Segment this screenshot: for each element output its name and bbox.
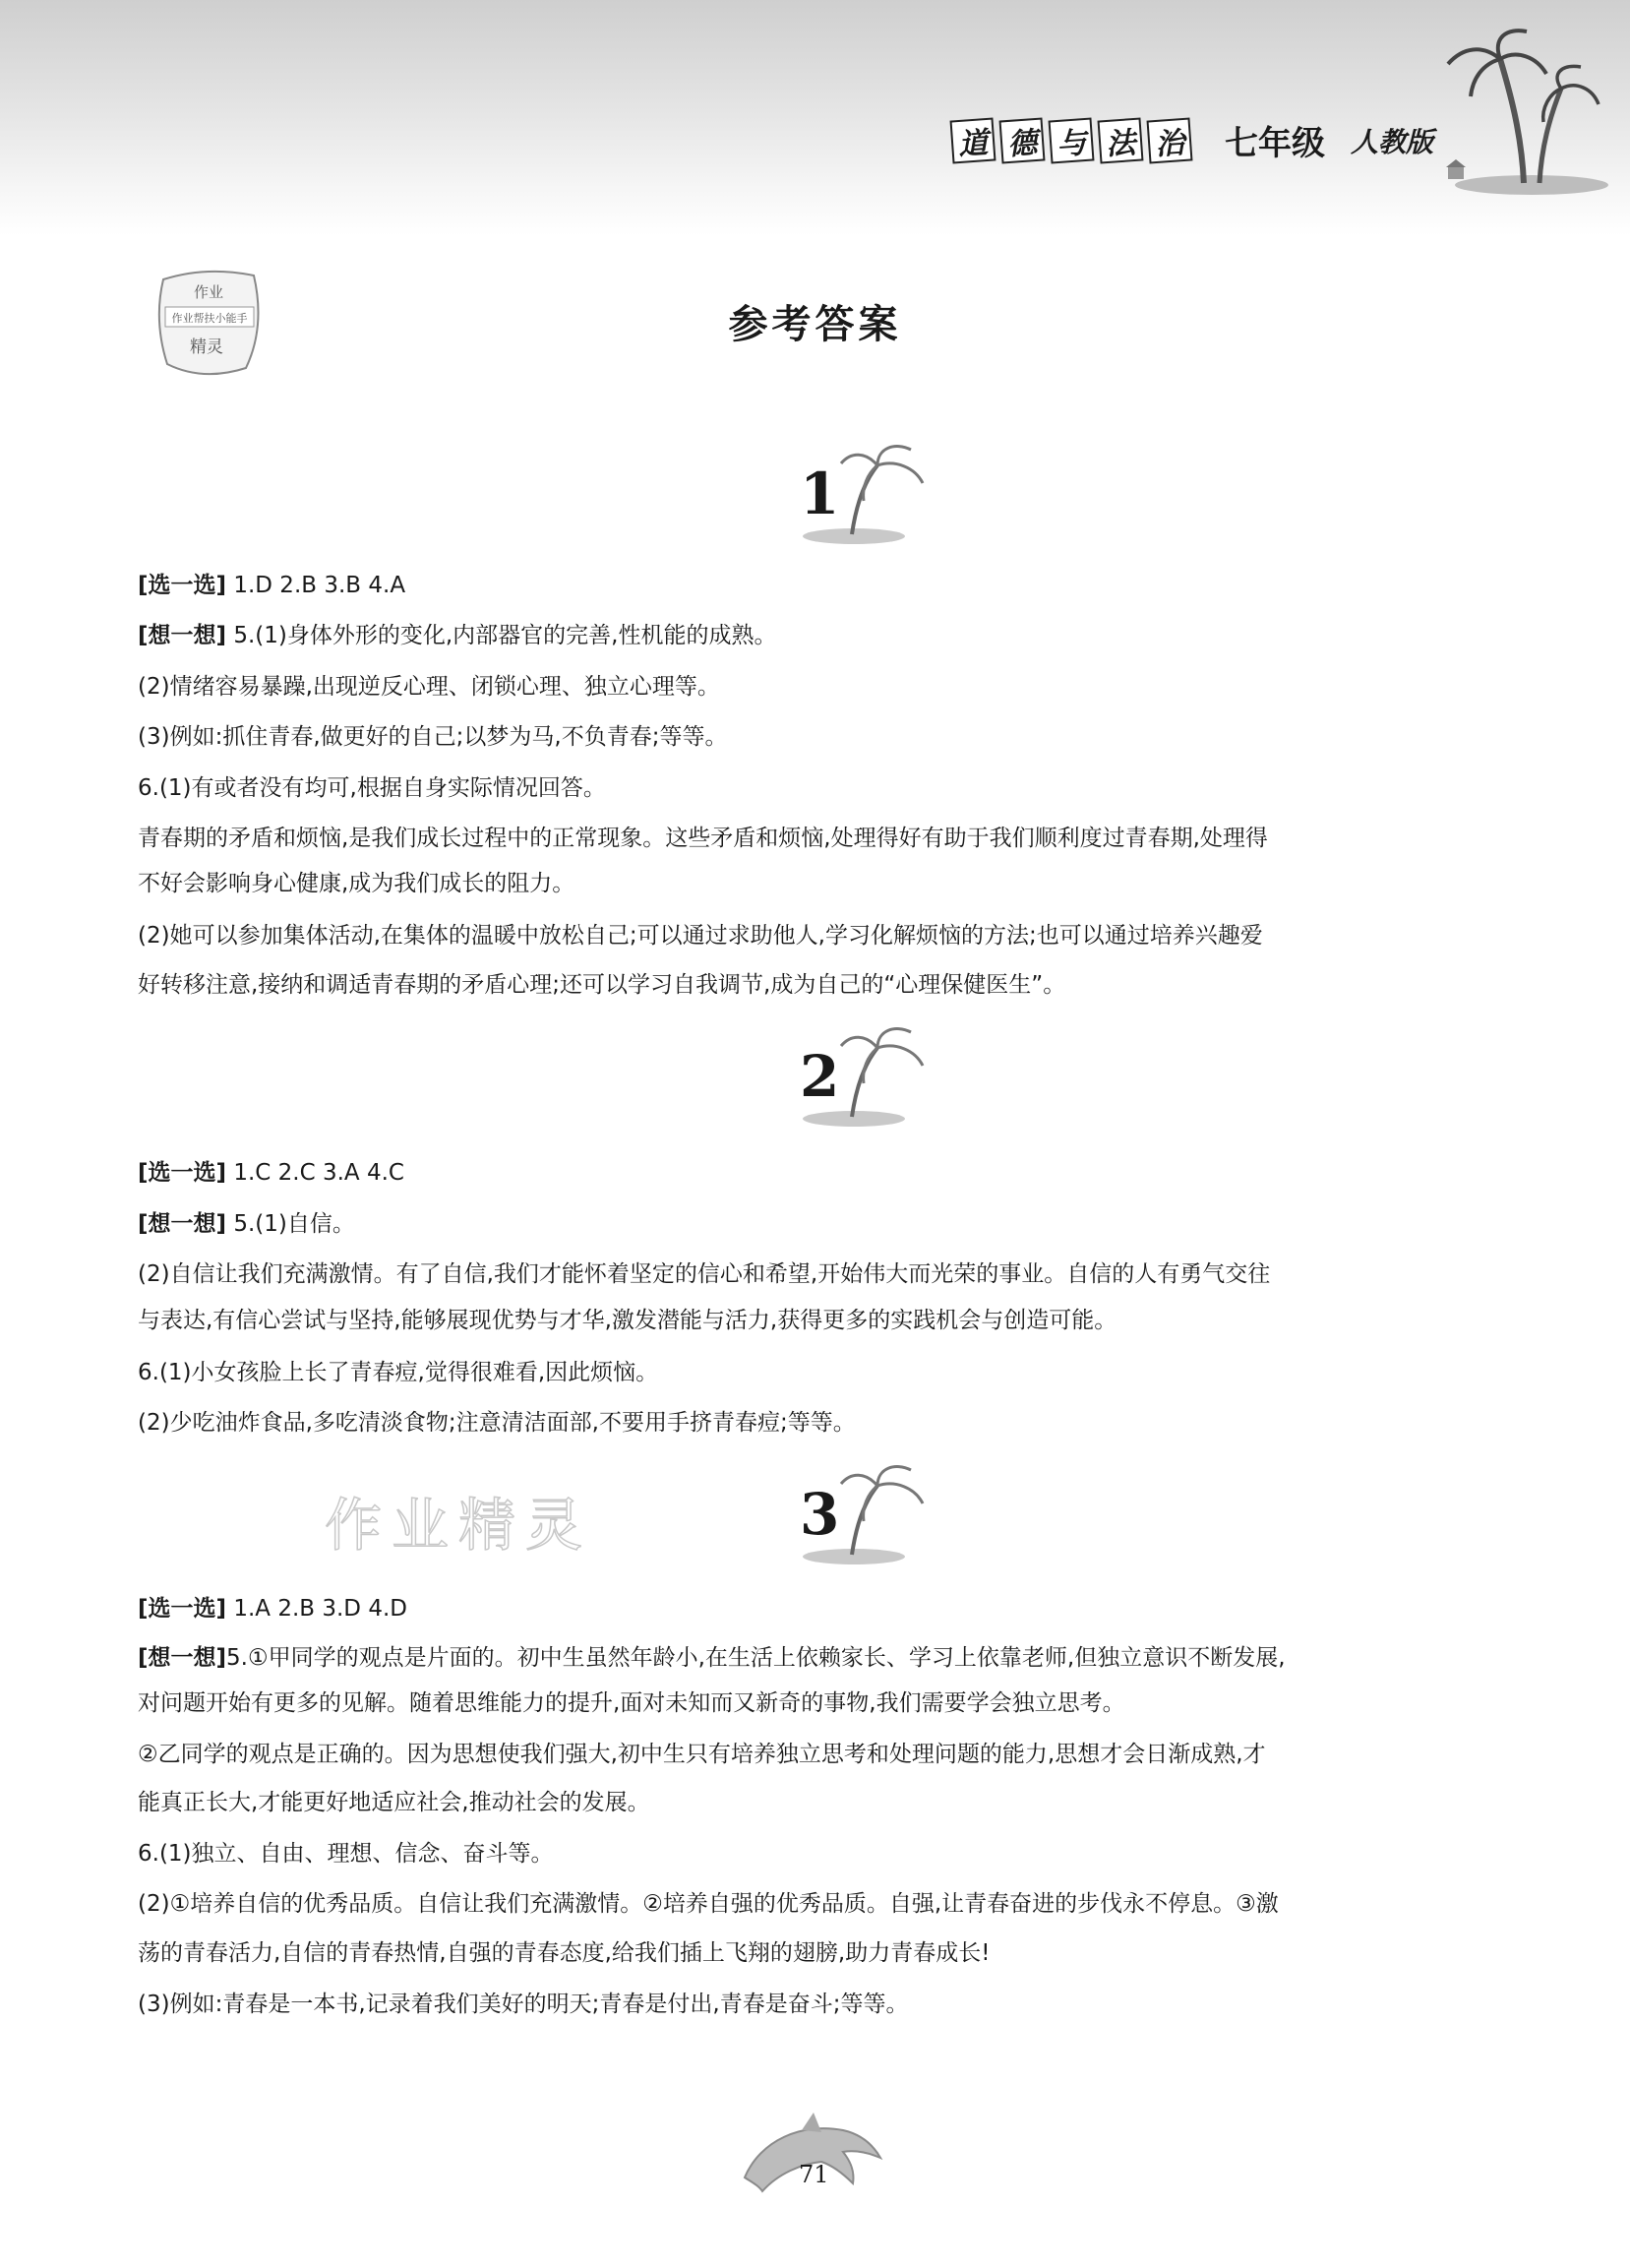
answer-line: [选一选] 1.A 2.B 3.D 4.D	[138, 1596, 407, 1622]
answer-line: (2)少吃油炸食品,多吃清淡食物;注意清洁面部,不要用手挤青春痘;等等。	[138, 1410, 856, 1436]
palm-tree-icon	[787, 1020, 935, 1129]
answer-line: [想一想] 5.(1)自信。	[138, 1211, 355, 1237]
edition-label: 人教版	[1350, 125, 1433, 158]
answer-line: [想一想]5.①甲同学的观点是片面的。初中生虽然年龄小,在生活上依赖家长、学习上依靠老师,但独立意识不断发展,	[138, 1645, 1286, 1671]
answer-line: (2)情绪容易暴躁,出现逆反心理、闭锁心理、独立心理等。	[138, 674, 720, 700]
page-number: 71	[799, 2161, 829, 2188]
answer-line: (2)她可以参加集体活动,在集体的温暖中放松自己;可以通过求助他人,学习化解烦恼的方法;也可以通过培养兴趣爱	[138, 923, 1263, 949]
grade-label: 七年级	[1224, 124, 1325, 163]
section-number: 3	[800, 1481, 840, 1548]
stamp-text-middle: 作业帮扶小能手	[171, 312, 248, 325]
answer-line: (3)例如:青春是一本书,记录着我们美好的明天;青春是付出,青春是奋斗;等等。	[138, 1992, 909, 2017]
answer-line: (2)①培养自信的优秀品质。自信让我们充满激情。②培养自强的优秀品质。自强,让青春奋进的步伐永不停息。③激	[138, 1891, 1279, 1917]
page-title: 参考答案	[728, 302, 902, 347]
answer-line: 青春期的矛盾和烦恼,是我们成长过程中的正常现象。这些矛盾和烦恼,处理得好有助于我们顺利度过青春期,处理得	[138, 826, 1268, 851]
answer-line: 6.(1)小女孩脸上长了青春痘,觉得很难看,因此烦恼。	[138, 1360, 659, 1385]
palm-tree-icon	[787, 438, 935, 546]
subject-char: 法	[1098, 117, 1144, 163]
subject-title	[951, 119, 1191, 162]
palm-tree-icon	[1414, 20, 1610, 197]
answer-line: 好转移注意,接纳和调适青春期的矛盾心理;还可以学习自我调节,成为自己的“心理保健医生”。	[138, 972, 1066, 998]
answer-line: 荡的青春活力,自信的青春热情,自强的青春态度,给我们插上飞翔的翅膀,助力青春成长!	[138, 1940, 991, 1966]
answer-line: 与表达,有信心尝试与坚持,能够展现优势与才华,激发潜能与活力,获得更多的实践机会与创造可能。	[138, 1308, 1117, 1333]
answer-line: [选一选] 1.D 2.B 3.B 4.A	[138, 573, 406, 598]
answer-line: (3)例如:抓住青春,做更好的自己;以梦为马,不负青春;等等。	[138, 724, 728, 750]
book-header	[951, 116, 1433, 164]
answer-line: (2)自信让我们充满激情。有了自信,我们才能怀着坚定的信心和希望,开始伟大而光荣的事业。自信的人有勇气交往	[138, 1261, 1271, 1287]
answer-line: [想一想] 5.(1)身体外形的变化,内部器官的完善,性机能的成熟。	[138, 623, 777, 648]
subject-char: 与	[1049, 117, 1095, 163]
watermark: 作业精灵	[325, 1492, 593, 1559]
answer-line: 对问题开始有更多的见解。随着思维能力的提升,面对未知而又新奇的事物,我们需要学会独立思考。	[138, 1690, 1125, 1716]
answer-line: 能真正长大,才能更好地适应社会,推动社会的发展。	[138, 1790, 650, 1815]
section-number: 2	[800, 1043, 840, 1110]
subject-char: 道	[950, 117, 996, 163]
subject-char: 治	[1147, 117, 1193, 163]
subject-char: 德	[999, 117, 1046, 163]
palm-tree-icon	[787, 1458, 935, 1566]
answer-line: ②乙同学的观点是正确的。因为思想使我们强大,初中生只有培养独立思考和处理问题的能力,思想才会日渐成熟,才	[138, 1742, 1266, 1767]
answer-line: 6.(1)独立、自由、理想、信念、奋斗等。	[138, 1841, 554, 1867]
stamp-text-top: 作业	[193, 283, 224, 301]
dolphin-icon	[733, 2101, 890, 2209]
section-number: 1	[800, 460, 840, 527]
answer-line: 不好会影响身心健康,成为我们成长的阻力。	[138, 871, 575, 896]
answer-line: 6.(1)有或者没有均可,根据自身实际情况回答。	[138, 775, 606, 801]
stamp-text-bottom: 精灵	[190, 337, 223, 357]
answer-line: [选一选] 1.C 2.C 3.A 4.C	[138, 1160, 404, 1186]
